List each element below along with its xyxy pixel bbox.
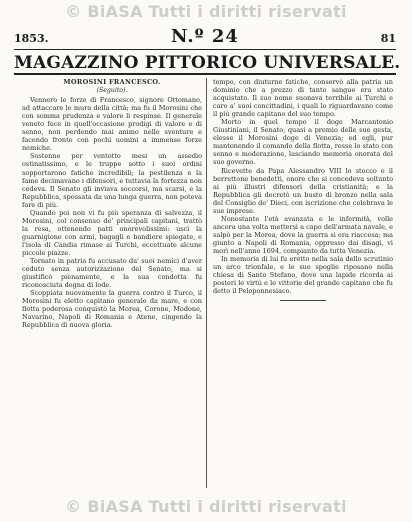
- watermark-bottom: © BiASA Tutti i diritti riservati: [65, 497, 347, 516]
- header-rule: [14, 49, 396, 50]
- text-column-right: [213, 78, 393, 492]
- text-column-left: [22, 78, 202, 492]
- header-page-number: 81: [380, 32, 396, 45]
- article-subtitle: (Seguito).: [96, 87, 128, 95]
- paragraph: Tornato in patria fu accusato da' suoi nemici d'aver ceduto senza autorizzazione del Senato, ma si giustificò pienamente, e la sua condotta fu riconosciuta degna di lode.: [22, 257, 202, 290]
- paragraph: Scoppiata nuovamente la guerra contro il Turco, il Morosini fu eletto capitano generale da mare, e con flotta poderosa conquistò la Morea, Corone, Modone, Navarino, Napoli di Romania e Atene, cingendo la Repubblica di nuova gloria.: [22, 289, 202, 330]
- magazine-title: MAGAZZINO PITTORICO UNIVERSALE.: [14, 53, 401, 73]
- paragraph: Nonostante l'età avanzata e le infermità, volle ancora una volta mettersi a capo dell'armata navale, e salpò per la Morea, dove la guerra si era riaccesa; ma giunto a Napoli di Romania, oppresso dai disagi, vi morì nell'anno 1694, compianto da tutta Venezia.: [213, 214, 393, 255]
- watermark-top: © BiASA Tutti i diritti riservati: [65, 2, 347, 21]
- header-issue-number: N.º 24: [171, 26, 239, 47]
- paragraph: tempo, con diuturne fatiche, conservò alla patria un dominio che a prezzo di tanto sangue era stato acquistato. Il suo nome suonava terribile ai Turchi e caro a' suoi concittadini, i quali lo riguardavano come il più grande capitano del suo tempo.: [213, 78, 393, 119]
- title-rule: [14, 73, 396, 75]
- paragraph: Sostenne per ventotto mesi un assedio ostinatissimo, e le truppe sotto i suoi ordini sopportarono fatiche incredibili; la pestilenza e la fame decimavano i difensori, e tuttavia la fortezza non cedeva. Il Senato gli inviava soccorsi, ma scarsi, e la Repubblica, spossata da una lunga guerra, non poteva fare di più.: [22, 152, 202, 209]
- paragraph: Ricevette da Papa Alessandro VIII lo stocco e il berrettone benedetti, onore che si concedeva soltanto ai più illustri difensori della cristianità; e la Repubblica gli decretò un busto di bronzo nella sala del Consiglio de' Dieci, con iscrizione che celebrava le sue imprese.: [213, 166, 393, 215]
- page-header: [14, 26, 396, 48]
- paragraph: In memoria di lui fu eretto nella sala dello scrutinio un arco trionfale, e le sue spoglie riposano nella chiesa di Santo Stefano, dove una lapide ricorda ai posteri le virtù e le vittorie del grande capitano che fu detto il Peloponnesiaco.: [213, 255, 393, 296]
- paragraph: Vennero le forze di Francesco, signore Ottomano, ad attaccare le mura della città; ma fu il Morosini che con somma prudenza e valore li respinse. Il generale veneto fece in quell'occasione prodigi di valore e di senno, non perdendo mai animo nelle sventure e facendo fronte con pochi uomini a immense forze nemiche.: [22, 96, 202, 153]
- header-year: 1853.: [14, 32, 49, 45]
- article-title: MOROSINI FRANCESCO.: [63, 78, 161, 86]
- paragraph: Quando poi non vi fu più speranza di salvezza, il Morosini, col consenso de' principali capitani, trattò la resa, ottenendo patti onorevolissimi: uscì la guarnigione con armi, bagagli e bandiere spiegate, e l'isola di Candia rimase ai Turchi, eccettuate alcune piccole piazze.: [22, 208, 202, 257]
- column-divider: [206, 78, 207, 488]
- paragraph: Morto in quel tempo il doge Marcantonio Giustiniani, il Senato, quasi a premio delle sue gesta, elesse il Morosini doge di Venezia; ed egli, pur mantenendo il comando della flotta, resse lo stato con senno e moderazione, lasciando memoria onorata del suo governo.: [213, 118, 393, 167]
- article-end-rule: [280, 300, 326, 301]
